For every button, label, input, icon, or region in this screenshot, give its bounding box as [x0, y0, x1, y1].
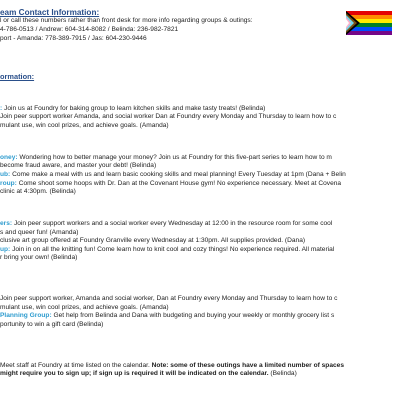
entry-text: Get help from Belinda and Dana with budgeting and buying your weekly or monthly grocery list s — [51, 312, 335, 319]
entry-meal-planning-2: portunity to win a gift card (Belinda) — [0, 321, 104, 328]
entry-meal-planning — [0, 312, 334, 320]
entry-name: up: — [0, 246, 11, 253]
entry-art: clusive art group offered at Foundry Granville every Wednesday at 1:30pm. All supplies provided. (Dana) — [0, 237, 306, 244]
footer-bold-1: Note: some of these outings have a limited number of spaces — [151, 362, 344, 369]
entry-knitting-2: r bring your own! (Belinda) — [0, 254, 78, 261]
contact-note: l or call these numbers rather than front desk for more info regarding groups & outings: — [0, 17, 253, 24]
entry-name: roup: — [0, 180, 17, 187]
entry-basketball-2: clinic at 4:30pm. (Belinda) — [0, 188, 76, 195]
entry-stimulant-1: Join peer support worker Amanda, and social worker Dan at Foundry every Monday and Thursday to learn how to c — [0, 113, 337, 120]
entry-text: Come make a meal with us and learn basic cooking skills and meal planning! Every Tuesday at 1pm (Dana + Belin — [10, 171, 346, 178]
footer-tail: (Belinda) — [268, 370, 297, 377]
entry-name: : — [0, 105, 3, 112]
entry-name: ers: — [0, 220, 13, 227]
entry-knitting — [0, 246, 334, 254]
contact-heading: eam Contact Information: — [0, 8, 100, 17]
contact-phones-2: port - Amanda: 778-389-7915 / Jas: 604-230-9446 — [0, 35, 147, 42]
entry-money-2: become fraud aware, and master your debt! (Belinda) — [0, 162, 157, 169]
entry-name: ub: — [0, 171, 11, 178]
entry-stimulant-b-2: mulant use, win cool prizes, and achieve goals. (Amanda) — [0, 304, 169, 311]
entry-stimulant-b-1: Join peer support worker, Amanda and social worker, Dan at Foundry every Monday and Thursday to learn how to c — [0, 295, 338, 302]
entry-text: Join us at Foundry for baking group to learn kitchen skills and make tasty treats! (Belinda) — [2, 105, 266, 112]
entry-text: Join in on all the knitting fun! Come learn how to knit cool and cozy things! No experience required. All material — [10, 246, 335, 253]
entry-baking — [0, 105, 265, 113]
entry-text: Join peer support workers and a social worker every Wednesday at 12:00 in the resource room for some cool — [12, 220, 333, 227]
entry-text: Wondering how to better manage your money? Join us at Foundry for this five-part series to learn how to m — [17, 154, 332, 161]
entry-stimulant-2: mulant use, win cool prizes, and achieve goals. (Amanda) — [0, 122, 169, 129]
entry-money — [0, 154, 332, 162]
footer-note-1 — [0, 362, 344, 370]
contact-phones-1: 4-786-0513 / Andrew: 604-314-8082 / Belinda: 236-982-7821 — [0, 26, 179, 33]
entry-text: Come shoot some hoops with Dr. Dan at the Covenant House gym! No experience necessary. Meet at Covena — [16, 180, 342, 187]
entry-name: Planning Group: — [0, 312, 52, 319]
footer-lead: Meet staff at Foundry at time listed on the calendar. — [0, 362, 152, 369]
footer-bold-2: might require you to sign up; if sign up is required it will be indicated on the calendar. — [0, 370, 269, 377]
entry-name: oney: — [0, 154, 18, 161]
entry-peers-2: s and queer fun! (Amanda) — [0, 229, 79, 236]
entry-basketball — [0, 180, 341, 188]
footer-note-2 — [0, 370, 297, 378]
information-heading: ormation: — [0, 72, 35, 81]
progress-pride-flag-icon — [346, 9, 392, 37]
entry-peers — [0, 220, 332, 228]
entry-cooking — [0, 171, 346, 179]
